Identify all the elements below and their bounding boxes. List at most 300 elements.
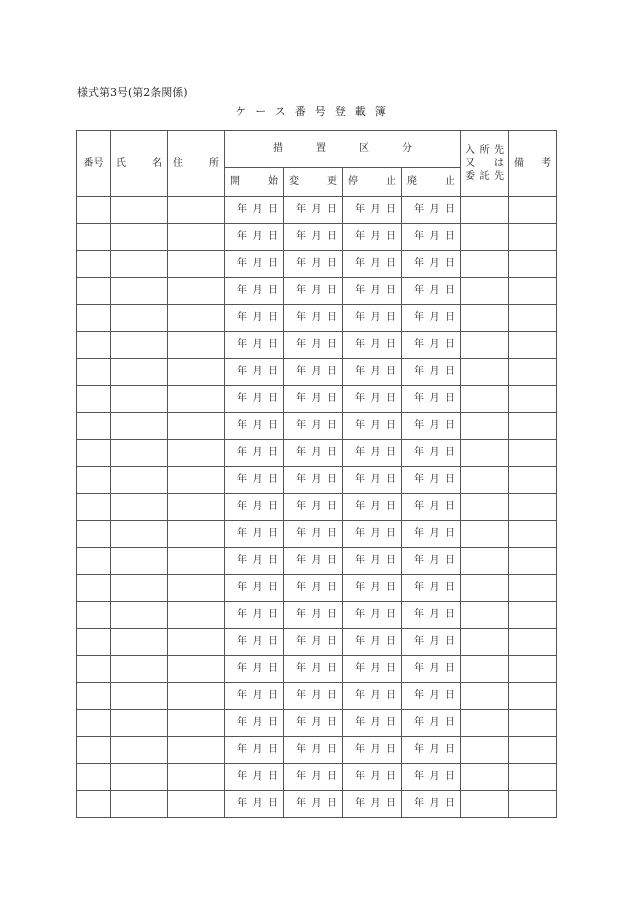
facility-cell[interactable] — [461, 197, 509, 224]
change-date-cell[interactable] — [284, 602, 343, 629]
date-unit-label: 日 — [386, 501, 396, 512]
date-unit-label: 日 — [327, 798, 337, 809]
remarks-cell[interactable] — [509, 413, 557, 440]
date-unit-label: 日 — [386, 258, 396, 269]
number-cell[interactable] — [77, 197, 111, 224]
address-cell[interactable] — [168, 575, 225, 602]
suspend-date-cell[interactable] — [343, 629, 402, 656]
date-unit-label: 日 — [445, 555, 455, 566]
remarks-cell[interactable] — [509, 305, 557, 332]
facility-cell[interactable] — [461, 521, 509, 548]
date-unit-label: 月 — [311, 744, 322, 755]
address-cell[interactable] — [168, 737, 225, 764]
start-date-cell[interactable] — [225, 494, 284, 521]
date-unit-label: 月 — [311, 420, 322, 431]
name-cell[interactable] — [111, 224, 168, 251]
abolish-date-cell[interactable] — [402, 575, 461, 602]
start-date-cell[interactable] — [225, 656, 284, 683]
address-cell[interactable] — [168, 629, 225, 656]
facility-cell[interactable] — [461, 413, 509, 440]
date-unit-label: 日 — [327, 555, 337, 566]
suspend-date-cell[interactable] — [343, 413, 402, 440]
suspend-date-cell[interactable] — [343, 737, 402, 764]
address-cell[interactable] — [168, 251, 225, 278]
remarks-cell[interactable] — [509, 791, 557, 818]
date-unit-label: 年 — [237, 690, 247, 701]
address-cell[interactable] — [168, 386, 225, 413]
start-date-cell[interactable] — [225, 332, 284, 359]
date-unit-label: 日 — [268, 420, 278, 431]
address-cell[interactable] — [168, 332, 225, 359]
name-cell[interactable] — [111, 305, 168, 332]
date-unit-label: 日 — [327, 258, 337, 269]
number-cell[interactable] — [77, 224, 111, 251]
date-unit-label: 年 — [414, 204, 424, 215]
number-cell[interactable] — [77, 575, 111, 602]
date-unit-label: 月 — [252, 582, 263, 593]
date-unit-label: 月 — [370, 285, 381, 296]
change-date-cell[interactable] — [284, 251, 343, 278]
name-cell[interactable] — [111, 575, 168, 602]
date-unit-label: 月 — [252, 474, 263, 485]
date-unit-label: 月 — [252, 258, 263, 269]
date-unit-label: 日 — [445, 744, 455, 755]
date-unit-label: 日 — [268, 582, 278, 593]
address-cell[interactable] — [168, 683, 225, 710]
abolish-date-cell[interactable] — [402, 764, 461, 791]
start-date-cell[interactable] — [225, 413, 284, 440]
date-unit-label: 月 — [370, 636, 381, 647]
suspend-date-cell[interactable] — [343, 764, 402, 791]
date-unit-label: 年 — [237, 798, 247, 809]
change-date-cell[interactable] — [284, 494, 343, 521]
change-date-cell[interactable] — [284, 548, 343, 575]
start-date-cell[interactable] — [225, 791, 284, 818]
change-date-cell[interactable] — [284, 683, 343, 710]
suspend-date-cell[interactable] — [343, 683, 402, 710]
number-cell[interactable] — [77, 791, 111, 818]
date-unit-label: 年 — [414, 636, 424, 647]
date-unit-label: 日 — [386, 528, 396, 539]
abolish-date-cell[interactable] — [402, 224, 461, 251]
change-date-cell[interactable] — [284, 737, 343, 764]
date-unit-label: 日 — [386, 582, 396, 593]
suspend-date-cell[interactable] — [343, 467, 402, 494]
date-unit-label: 月 — [311, 555, 322, 566]
facility-cell[interactable] — [461, 575, 509, 602]
date-unit-label: 年 — [414, 258, 424, 269]
name-cell[interactable] — [111, 629, 168, 656]
address-cell[interactable] — [168, 197, 225, 224]
abolish-date-cell[interactable] — [402, 440, 461, 467]
date-unit-label: 日 — [386, 744, 396, 755]
abolish-date-cell[interactable] — [402, 629, 461, 656]
abolish-date-cell[interactable] — [402, 710, 461, 737]
abolish-date-cell[interactable] — [402, 305, 461, 332]
address-cell[interactable] — [168, 440, 225, 467]
date-unit-label: 年 — [296, 474, 306, 485]
date-unit-label: 月 — [429, 447, 440, 458]
start-date-cell[interactable] — [225, 764, 284, 791]
facility-cell[interactable] — [461, 683, 509, 710]
date-unit-label: 月 — [252, 231, 263, 242]
number-cell[interactable] — [77, 494, 111, 521]
change-date-cell[interactable] — [284, 791, 343, 818]
abolish-date-cell[interactable] — [402, 656, 461, 683]
start-date-cell[interactable] — [225, 710, 284, 737]
table-row — [77, 737, 557, 764]
address-cell[interactable] — [168, 656, 225, 683]
remarks-cell[interactable] — [509, 251, 557, 278]
name-cell[interactable] — [111, 764, 168, 791]
facility-cell[interactable] — [461, 224, 509, 251]
number-cell[interactable] — [77, 359, 111, 386]
suspend-date-cell[interactable] — [343, 305, 402, 332]
remarks-cell[interactable] — [509, 440, 557, 467]
date-unit-label: 月 — [370, 366, 381, 377]
start-date-cell[interactable] — [225, 359, 284, 386]
facility-cell[interactable] — [461, 305, 509, 332]
change-date-cell[interactable] — [284, 467, 343, 494]
address-cell[interactable] — [168, 521, 225, 548]
date-unit-label: 月 — [370, 690, 381, 701]
abolish-date-cell[interactable] — [402, 278, 461, 305]
date-unit-label: 年 — [414, 690, 424, 701]
facility-cell[interactable] — [461, 386, 509, 413]
date-unit-label: 月 — [370, 582, 381, 593]
date-unit-label: 年 — [355, 231, 365, 242]
date-unit-label: 年 — [237, 420, 247, 431]
start-date-cell[interactable] — [225, 521, 284, 548]
change-date-cell[interactable] — [284, 224, 343, 251]
date-unit-label: 年 — [355, 312, 365, 323]
remarks-cell[interactable] — [509, 683, 557, 710]
date-unit-label: 年 — [355, 663, 365, 674]
remarks-cell[interactable] — [509, 386, 557, 413]
facility-cell[interactable] — [461, 710, 509, 737]
change-date-cell[interactable] — [284, 305, 343, 332]
start-date-cell[interactable] — [225, 197, 284, 224]
suspend-date-cell[interactable] — [343, 278, 402, 305]
address-cell[interactable] — [168, 359, 225, 386]
date-unit-label: 日 — [327, 447, 337, 458]
facility-cell[interactable] — [461, 494, 509, 521]
start-date-cell[interactable] — [225, 602, 284, 629]
start-date-cell[interactable] — [225, 440, 284, 467]
table-row — [77, 332, 557, 359]
suspend-date-cell[interactable] — [343, 494, 402, 521]
date-unit-label: 年 — [237, 771, 247, 782]
date-unit-label: 年 — [414, 474, 424, 485]
remarks-cell[interactable] — [509, 467, 557, 494]
suspend-date-cell[interactable] — [343, 386, 402, 413]
number-cell[interactable] — [77, 251, 111, 278]
abolish-date-cell[interactable] — [402, 197, 461, 224]
start-date-cell[interactable] — [225, 278, 284, 305]
table-row — [77, 440, 557, 467]
name-cell[interactable] — [111, 413, 168, 440]
facility-cell[interactable] — [461, 629, 509, 656]
name-cell[interactable] — [111, 494, 168, 521]
suspend-date-cell[interactable] — [343, 602, 402, 629]
date-unit-label: 日 — [268, 258, 278, 269]
date-unit-label: 日 — [445, 717, 455, 728]
number-cell[interactable] — [77, 386, 111, 413]
start-date-cell[interactable] — [225, 467, 284, 494]
remarks-cell[interactable] — [509, 494, 557, 521]
suspend-date-cell[interactable] — [343, 575, 402, 602]
address-cell[interactable] — [168, 413, 225, 440]
date-unit-label: 月 — [311, 366, 322, 377]
name-cell[interactable] — [111, 332, 168, 359]
date-unit-label: 月 — [429, 474, 440, 485]
name-cell[interactable] — [111, 656, 168, 683]
suspend-date-cell[interactable] — [343, 791, 402, 818]
date-unit-label: 年 — [237, 528, 247, 539]
abolish-date-cell[interactable] — [402, 602, 461, 629]
date-unit-label: 月 — [429, 744, 440, 755]
date-unit-label: 年 — [237, 501, 247, 512]
date-unit-label: 年 — [414, 231, 424, 242]
suspend-date-cell[interactable] — [343, 332, 402, 359]
date-unit-label: 日 — [386, 609, 396, 620]
address-cell[interactable] — [168, 494, 225, 521]
suspend-date-cell[interactable] — [343, 656, 402, 683]
name-cell[interactable] — [111, 791, 168, 818]
remarks-cell[interactable] — [509, 332, 557, 359]
start-date-cell[interactable] — [225, 548, 284, 575]
number-cell[interactable] — [77, 683, 111, 710]
address-cell[interactable] — [168, 548, 225, 575]
date-unit-label: 年 — [296, 258, 306, 269]
facility-cell[interactable] — [461, 251, 509, 278]
suspend-date-cell[interactable] — [343, 521, 402, 548]
remarks-cell[interactable] — [509, 764, 557, 791]
facility-cell[interactable] — [461, 656, 509, 683]
facility-cell[interactable] — [461, 278, 509, 305]
date-unit-label: 日 — [268, 447, 278, 458]
date-unit-label: 月 — [429, 663, 440, 674]
date-unit-label: 年 — [355, 528, 365, 539]
date-unit-label: 月 — [252, 555, 263, 566]
suspend-date-cell[interactable] — [343, 710, 402, 737]
remarks-cell[interactable] — [509, 521, 557, 548]
name-cell[interactable] — [111, 278, 168, 305]
date-unit-label: 日 — [386, 204, 396, 215]
number-cell[interactable] — [77, 656, 111, 683]
start-date-cell[interactable] — [225, 305, 284, 332]
date-unit-label: 年 — [296, 555, 306, 566]
document-title: ケース番号登載簿 — [235, 105, 395, 118]
abolish-date-cell[interactable] — [402, 413, 461, 440]
abolish-date-cell[interactable] — [402, 737, 461, 764]
start-date-cell[interactable] — [225, 737, 284, 764]
suspend-date-cell[interactable] — [343, 251, 402, 278]
suspend-date-cell[interactable] — [343, 548, 402, 575]
number-cell[interactable] — [77, 278, 111, 305]
date-unit-label: 年 — [355, 717, 365, 728]
date-unit-label: 月 — [252, 609, 263, 620]
change-date-cell[interactable] — [284, 656, 343, 683]
number-cell[interactable] — [77, 764, 111, 791]
date-unit-label: 月 — [311, 204, 322, 215]
abolish-date-cell[interactable] — [402, 359, 461, 386]
number-cell[interactable] — [77, 332, 111, 359]
table-row — [77, 359, 557, 386]
table-row — [77, 494, 557, 521]
remarks-cell[interactable] — [509, 278, 557, 305]
abolish-date-cell[interactable] — [402, 791, 461, 818]
date-unit-label: 年 — [414, 528, 424, 539]
start-date-cell[interactable] — [225, 224, 284, 251]
date-unit-label: 日 — [268, 285, 278, 296]
date-unit-label: 日 — [445, 501, 455, 512]
table-row — [77, 278, 557, 305]
remarks-cell[interactable] — [509, 602, 557, 629]
date-unit-label: 月 — [311, 258, 322, 269]
date-unit-label: 日 — [445, 474, 455, 485]
facility-cell[interactable] — [461, 602, 509, 629]
number-cell[interactable] — [77, 467, 111, 494]
facility-cell[interactable] — [461, 467, 509, 494]
date-unit-label: 年 — [237, 285, 247, 296]
facility-cell[interactable] — [461, 737, 509, 764]
address-cell[interactable] — [168, 710, 225, 737]
abolish-date-cell[interactable] — [402, 467, 461, 494]
change-date-cell[interactable] — [284, 197, 343, 224]
suspend-date-cell[interactable] — [343, 440, 402, 467]
facility-cell[interactable] — [461, 332, 509, 359]
remarks-cell[interactable] — [509, 224, 557, 251]
name-cell[interactable] — [111, 386, 168, 413]
change-date-cell[interactable] — [284, 386, 343, 413]
date-unit-label: 日 — [268, 366, 278, 377]
name-cell[interactable] — [111, 197, 168, 224]
name-cell[interactable] — [111, 683, 168, 710]
facility-cell[interactable] — [461, 359, 509, 386]
start-date-cell[interactable] — [225, 629, 284, 656]
number-cell[interactable] — [77, 602, 111, 629]
name-cell[interactable] — [111, 737, 168, 764]
name-cell[interactable] — [111, 521, 168, 548]
remarks-cell[interactable] — [509, 710, 557, 737]
facility-cell[interactable] — [461, 791, 509, 818]
remarks-cell[interactable] — [509, 629, 557, 656]
facility-cell[interactable] — [461, 764, 509, 791]
date-unit-label: 年 — [237, 447, 247, 458]
date-unit-label: 年 — [296, 447, 306, 458]
change-date-cell[interactable] — [284, 629, 343, 656]
address-cell[interactable] — [168, 764, 225, 791]
date-unit-label: 日 — [386, 717, 396, 728]
suspend-date-cell[interactable] — [343, 359, 402, 386]
number-cell[interactable] — [77, 521, 111, 548]
change-date-cell[interactable] — [284, 332, 343, 359]
date-unit-label: 日 — [327, 636, 337, 647]
remarks-cell[interactable] — [509, 737, 557, 764]
date-unit-label: 日 — [386, 447, 396, 458]
address-cell[interactable] — [168, 467, 225, 494]
date-unit-label: 年 — [414, 609, 424, 620]
address-cell[interactable] — [168, 278, 225, 305]
date-unit-label: 年 — [414, 366, 424, 377]
suspend-date-cell[interactable] — [343, 197, 402, 224]
address-cell[interactable] — [168, 224, 225, 251]
remarks-cell[interactable] — [509, 197, 557, 224]
remarks-cell[interactable] — [509, 656, 557, 683]
name-cell[interactable] — [111, 548, 168, 575]
abolish-date-cell[interactable] — [402, 548, 461, 575]
date-unit-label: 月 — [311, 312, 322, 323]
start-date-cell[interactable] — [225, 251, 284, 278]
abolish-date-cell[interactable] — [402, 521, 461, 548]
number-cell[interactable] — [77, 305, 111, 332]
date-unit-label: 年 — [414, 339, 424, 350]
abolish-date-cell[interactable] — [402, 251, 461, 278]
address-cell[interactable] — [168, 791, 225, 818]
date-unit-label: 年 — [296, 204, 306, 215]
change-date-cell[interactable] — [284, 710, 343, 737]
date-unit-label: 月 — [370, 555, 381, 566]
remarks-cell[interactable] — [509, 548, 557, 575]
remarks-cell[interactable] — [509, 359, 557, 386]
name-cell[interactable] — [111, 467, 168, 494]
change-date-cell[interactable] — [284, 521, 343, 548]
date-unit-label: 日 — [268, 474, 278, 485]
abolish-date-cell[interactable] — [402, 386, 461, 413]
date-unit-label: 月 — [370, 663, 381, 674]
number-cell[interactable] — [77, 548, 111, 575]
change-date-cell[interactable] — [284, 413, 343, 440]
name-cell[interactable] — [111, 359, 168, 386]
change-date-cell[interactable] — [284, 440, 343, 467]
number-cell[interactable] — [77, 413, 111, 440]
number-cell[interactable] — [77, 440, 111, 467]
abolish-date-cell[interactable] — [402, 683, 461, 710]
change-date-cell[interactable] — [284, 278, 343, 305]
change-date-cell[interactable] — [284, 764, 343, 791]
name-cell[interactable] — [111, 710, 168, 737]
date-unit-label: 月 — [370, 258, 381, 269]
start-date-cell[interactable] — [225, 386, 284, 413]
date-unit-label: 月 — [252, 501, 263, 512]
date-unit-label: 年 — [355, 420, 365, 431]
remarks-cell[interactable] — [509, 575, 557, 602]
start-date-cell[interactable] — [225, 575, 284, 602]
suspend-date-cell[interactable] — [343, 224, 402, 251]
abolish-date-cell[interactable] — [402, 332, 461, 359]
start-date-cell[interactable] — [225, 683, 284, 710]
abolish-date-cell[interactable] — [402, 494, 461, 521]
date-unit-label: 月 — [311, 798, 322, 809]
name-cell[interactable] — [111, 251, 168, 278]
facility-cell[interactable] — [461, 440, 509, 467]
address-cell[interactable] — [168, 305, 225, 332]
address-cell[interactable] — [168, 602, 225, 629]
name-cell[interactable] — [111, 602, 168, 629]
number-cell[interactable] — [77, 737, 111, 764]
number-cell[interactable] — [77, 629, 111, 656]
form-number-label: 様式第3号(第2条関係) — [77, 86, 188, 99]
number-cell[interactable] — [77, 710, 111, 737]
date-unit-label: 日 — [445, 366, 455, 377]
change-date-cell[interactable] — [284, 359, 343, 386]
change-date-cell[interactable] — [284, 575, 343, 602]
date-unit-label: 年 — [296, 690, 306, 701]
name-cell[interactable] — [111, 440, 168, 467]
facility-cell[interactable] — [461, 548, 509, 575]
date-unit-label: 日 — [268, 690, 278, 701]
